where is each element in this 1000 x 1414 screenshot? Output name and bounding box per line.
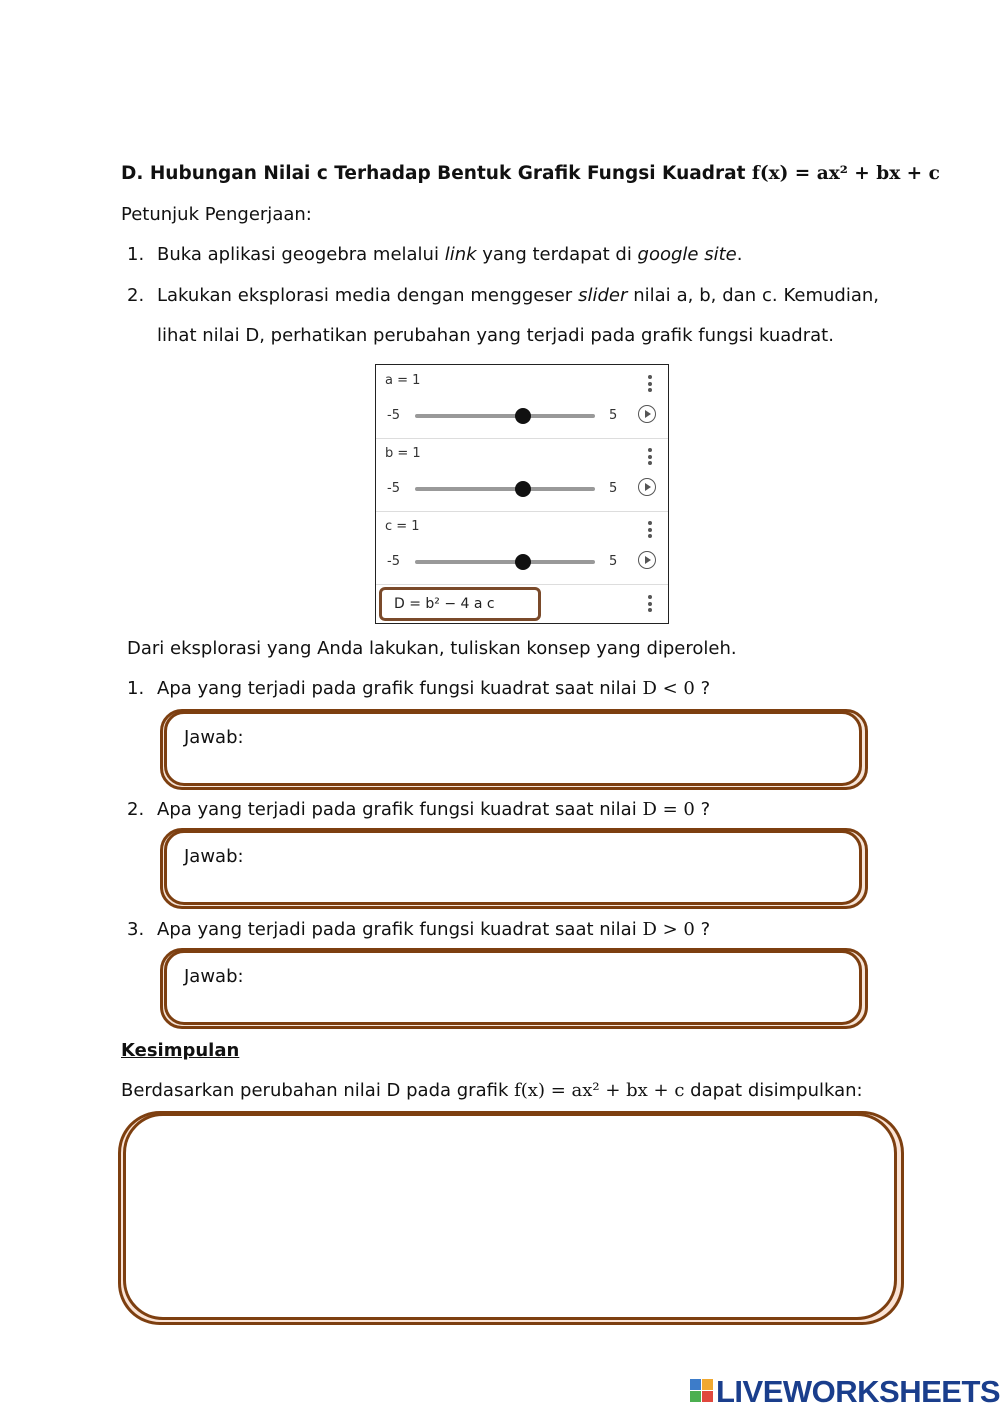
logo-mark-icon xyxy=(690,1379,714,1403)
slider-max-label: 5 xyxy=(609,408,618,423)
question-mark: ? xyxy=(700,919,711,940)
question-3 xyxy=(127,919,710,940)
slider-c-label: c = 1 xyxy=(385,519,420,534)
instruction-text: Buka aplikasi geogebra melalui xyxy=(157,244,445,265)
instructions-label: Petunjuk Pengerjaan: xyxy=(121,204,312,225)
exploration-intro: Dari eksplorasi yang Anda lakukan, tuliskan konsep yang diperoleh. xyxy=(127,638,737,659)
discriminant-formula-box xyxy=(379,587,541,621)
slider-max-label: 5 xyxy=(609,481,618,496)
more-options-icon[interactable] xyxy=(648,521,652,541)
slider-b-label: b = 1 xyxy=(385,446,421,461)
instruction-item-1 xyxy=(127,244,742,265)
question-text: Apa yang terjadi pada grafik fungsi kuadrat saat nilai xyxy=(157,678,637,699)
instruction-number: 1. xyxy=(127,244,145,265)
conclusion-answer-box[interactable] xyxy=(118,1111,904,1325)
answer-label: Jawab: xyxy=(184,846,244,867)
question-text: Apa yang terjadi pada grafik fungsi kuadrat saat nilai xyxy=(157,919,637,940)
question-condition: D = 0 xyxy=(642,799,695,820)
answer-box-2[interactable] xyxy=(160,828,868,909)
play-icon[interactable] xyxy=(638,551,656,569)
conclusion-text-after: dapat disimpulkan: xyxy=(690,1080,863,1101)
question-condition: D < 0 xyxy=(642,678,695,699)
slider-min-label: -5 xyxy=(387,554,400,569)
slider-b xyxy=(376,438,668,512)
question-condition: D > 0 xyxy=(642,919,695,940)
discriminant-formula: D = b² − 4 a c xyxy=(394,596,495,612)
section-title: D. Hubungan Nilai c Terhadap Bentuk Grafik Fungsi Kuadrat xyxy=(121,163,746,184)
instruction-item-2 xyxy=(127,285,879,306)
answer-box-3[interactable] xyxy=(160,948,868,1029)
section-formula: f(x) = ax² + bx + c xyxy=(751,163,940,184)
instruction-number: 2. xyxy=(127,285,145,306)
slider-max-label: 5 xyxy=(609,554,618,569)
question-number: 3. xyxy=(127,919,145,940)
question-mark: ? xyxy=(700,799,711,820)
more-options-icon[interactable] xyxy=(648,595,652,615)
slider-b-knob[interactable] xyxy=(515,481,531,497)
slider-a-knob[interactable] xyxy=(515,408,531,424)
instruction-text: Lakukan eksplorasi media dengan menggeser xyxy=(157,285,579,306)
more-options-icon[interactable] xyxy=(648,448,652,468)
question-number: 2. xyxy=(127,799,145,820)
answer-label: Jawab: xyxy=(184,966,244,987)
slider-c xyxy=(376,511,668,585)
question-1 xyxy=(127,678,710,699)
slider-min-label: -5 xyxy=(387,408,400,423)
instruction-text: nilai a, b, dan c. Kemudian, xyxy=(627,285,880,306)
geogebra-panel xyxy=(375,364,669,624)
question-mark: ? xyxy=(700,678,711,699)
slider-c-knob[interactable] xyxy=(515,554,531,570)
instruction-item-2-line2: lihat nilai D, perhatikan perubahan yang terjadi pada grafik fungsi kuadrat. xyxy=(157,325,834,346)
play-icon[interactable] xyxy=(638,405,656,423)
slider-track[interactable] xyxy=(415,487,595,491)
instruction-text: . xyxy=(736,244,743,265)
instruction-emphasis-link: link xyxy=(444,244,477,265)
conclusion-heading: Kesimpulan xyxy=(121,1040,240,1061)
conclusion-text xyxy=(121,1080,863,1101)
question-2 xyxy=(127,799,710,820)
answer-box-1[interactable] xyxy=(160,709,868,790)
instruction-text: yang terdapat di xyxy=(476,244,638,265)
slider-min-label: -5 xyxy=(387,481,400,496)
question-text: Apa yang terjadi pada grafik fungsi kuadrat saat nilai xyxy=(157,799,637,820)
conclusion-formula: f(x) = ax² + bx + c xyxy=(514,1080,685,1101)
question-number: 1. xyxy=(127,678,145,699)
more-options-icon[interactable] xyxy=(648,375,652,395)
answer-label: Jawab: xyxy=(184,727,244,748)
logo-text: LIVEWORKSHEETS xyxy=(716,1374,1000,1409)
instruction-emphasis-site: google site xyxy=(637,244,737,265)
instruction-emphasis-slider: slider xyxy=(578,285,628,306)
slider-a-label: a = 1 xyxy=(385,373,421,388)
slider-track[interactable] xyxy=(415,560,595,564)
conclusion-text-before: Berdasarkan perubahan nilai D pada grafik xyxy=(121,1080,509,1101)
slider-a xyxy=(376,365,668,439)
play-icon[interactable] xyxy=(638,478,656,496)
section-heading xyxy=(121,163,940,184)
slider-track[interactable] xyxy=(415,414,595,418)
